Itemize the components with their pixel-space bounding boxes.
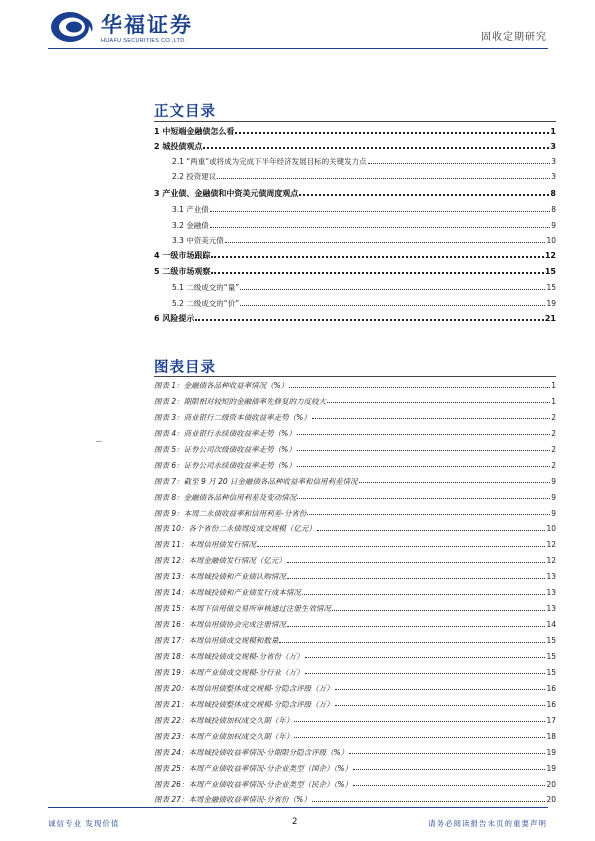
figure-entry-number: 图表 4： <box>154 428 184 438</box>
figure-list-entry[interactable] <box>154 621 556 629</box>
figure-list-entry[interactable] <box>154 557 556 565</box>
toc-entry[interactable] <box>172 222 556 230</box>
dot-leader <box>302 594 546 595</box>
figure-list-entry[interactable] <box>154 781 556 789</box>
figure-entry-text: 本周城投债和产业债认购情况 <box>188 572 286 582</box>
figure-list-entry[interactable] <box>154 733 556 741</box>
figure-entry-page: 16 <box>546 699 556 709</box>
figure-entry-text: 本周下信用债交易所审核通过注册生效情况 <box>188 604 331 614</box>
figure-entry-page: 9 <box>551 508 556 518</box>
dot-leader <box>353 785 545 786</box>
figure-entry-label <box>154 430 296 438</box>
figure-entry-number: 图表 13： <box>154 572 189 582</box>
figure-entry-number: 图表 11： <box>154 540 189 550</box>
dot-leader <box>297 466 550 467</box>
figure-entry-number: 图表 9： <box>154 508 184 518</box>
toc-entry[interactable] <box>172 284 556 292</box>
dot-leader <box>210 211 550 212</box>
figure-entry-number: 图表 17： <box>154 636 189 646</box>
dot-leader <box>305 673 546 674</box>
dot-leader <box>287 562 546 563</box>
figure-entry-label <box>154 510 306 518</box>
dot-leader <box>287 626 546 627</box>
figure-entry-text: 截至 9 月 20 日金融债各品种收益率和信用利差情况 <box>183 476 358 486</box>
toc-entry[interactable] <box>154 128 556 136</box>
dot-leader <box>335 689 546 690</box>
figure-entry-number: 图表 22： <box>154 715 189 725</box>
figure-entry-label <box>154 765 352 773</box>
figure-entry-text: 本周信用债成交规模和数量 <box>188 636 279 646</box>
figure-entry-label <box>154 796 311 804</box>
figure-entry-page: 1 <box>551 381 556 390</box>
toc-entry-label: 4 一级市场跟踪 <box>154 251 211 260</box>
toc-entry-label: 5 二级市场观察 <box>154 267 211 276</box>
dot-leader <box>332 610 546 611</box>
toc-entry-page: 3 <box>551 157 556 166</box>
figure-entry-page: 2 <box>551 412 556 422</box>
figure-list-entry[interactable] <box>154 669 556 677</box>
dot-leader <box>294 737 545 738</box>
figure-entry-page: 17 <box>546 715 556 725</box>
figure-list-entry[interactable] <box>154 446 556 454</box>
figure-entry-number: 图表 10： <box>154 524 189 534</box>
figure-list-entry[interactable] <box>154 701 556 709</box>
figure-entry-number: 图表 21： <box>154 699 189 709</box>
toc-entry[interactable] <box>172 173 556 181</box>
figure-entry-page: 10 <box>546 524 556 534</box>
toc-entry-page: 12 <box>544 251 556 260</box>
dot-leader <box>307 514 550 515</box>
toc-entry-page: 3 <box>551 172 556 181</box>
toc-entry-page: 15 <box>544 267 556 276</box>
toc-entry-label: 6 风险提示 <box>154 314 195 323</box>
toc-entry-label: 3.1 产业债 <box>172 205 209 214</box>
toc-entry-page: 1 <box>550 127 556 136</box>
figure-entry-number: 图表 27： <box>154 795 189 805</box>
dot-leader <box>317 530 546 531</box>
figure-entry-label <box>154 494 296 502</box>
figure-entry-number: 图表 15： <box>154 604 189 614</box>
figure-entry-page: 2 <box>551 460 556 470</box>
toc-entry-page: 8 <box>550 189 556 198</box>
toc-entry[interactable] <box>172 237 556 245</box>
toc-entry[interactable] <box>154 190 556 198</box>
dot-leader <box>211 272 544 274</box>
figure-entry-label <box>154 781 352 789</box>
figure-list-entry[interactable] <box>154 462 556 470</box>
page-number: 2 <box>292 817 298 827</box>
dot-leader <box>203 147 549 149</box>
figure-list-title-divider <box>154 376 556 377</box>
dot-leader <box>195 319 544 321</box>
toc-entry-label: 5.1 二级成交的“量” <box>172 283 240 292</box>
figure-entry-label <box>154 541 256 549</box>
figure-entry-number: 图表 26： <box>154 779 189 789</box>
figure-entry-label <box>154 653 304 661</box>
figure-entry-number: 图表 8： <box>154 492 184 502</box>
figure-entry-text: 证券公司次级债收益率走势（%） <box>183 444 296 454</box>
dot-leader <box>353 769 545 770</box>
figure-entry-number: 图表 24： <box>154 747 189 757</box>
toc-entry-page: 19 <box>546 299 556 308</box>
figure-entry-label <box>154 557 286 565</box>
figure-entry-text: 本周产业债收益率情况-分企业类型（民企）（%） <box>188 779 353 789</box>
toc-entry[interactable] <box>172 158 556 166</box>
footer-divider <box>48 807 548 808</box>
figure-list-entry[interactable] <box>154 605 556 613</box>
toc-entry[interactable] <box>154 268 556 276</box>
figure-entry-page: 9 <box>551 476 556 486</box>
figure-list-entry[interactable] <box>154 510 556 518</box>
figure-entry-text: 各个省份二永债周度成交规模（亿元） <box>188 524 316 534</box>
figure-entry-page: 13 <box>546 588 556 598</box>
figure-entry-label <box>154 414 311 422</box>
toc-entry-page: 8 <box>551 205 556 214</box>
toc-entry-page: 3 <box>550 142 556 151</box>
figure-entry-text: 期限相对较短的金融债率先修复的力度较大 <box>183 396 327 406</box>
toc-entry-page: 10 <box>546 236 556 245</box>
figure-entry-page: 15 <box>546 636 556 646</box>
dot-leader <box>297 450 550 451</box>
figure-list-entry[interactable] <box>154 414 556 422</box>
figure-entry-page: 9 <box>551 492 556 502</box>
figure-entry-page: 2 <box>551 444 556 454</box>
figure-entry-number: 图表 12： <box>154 556 189 566</box>
figure-list-entry[interactable] <box>154 653 556 661</box>
figure-entry-number: 图表 2： <box>154 396 184 406</box>
figure-entry-number: 图表 5： <box>154 444 184 454</box>
figure-list-entry[interactable] <box>154 525 556 533</box>
figure-list-entry[interactable] <box>154 494 556 502</box>
figure-entry-text: 本周产业债成交规模-分行业（万） <box>188 667 304 677</box>
toc-entry-label: 2.1 “两重”或将成为完成下半年经济发展目标的关键发力点 <box>172 157 367 166</box>
logo-company-name-en: HUAFU SECURITIES CO.,LTD. <box>101 38 187 44</box>
figure-entry-label <box>154 589 301 597</box>
dot-leader <box>297 498 550 499</box>
figure-list-entry[interactable] <box>154 541 556 549</box>
figure-list-entry[interactable] <box>154 685 556 693</box>
figure-entry-text: 本周城投债收益率情况-分期限分隐含评级（%） <box>188 747 349 757</box>
toc-entry-label: 3 产业债、金融债和中资美元债周度观点 <box>154 189 299 198</box>
figure-entry-page: 12 <box>546 556 556 566</box>
figure-entry-label <box>154 749 348 757</box>
figure-entry-text: 本周信用债发行情况 <box>188 540 256 550</box>
toc-title-divider <box>154 121 556 122</box>
figure-entry-label <box>154 701 334 709</box>
figure-entry-label <box>154 685 334 693</box>
dot-leader <box>289 387 550 388</box>
figure-entry-label <box>154 573 286 581</box>
figure-entry-label <box>154 733 293 741</box>
figure-entry-label <box>154 669 304 677</box>
dot-leader <box>240 305 545 306</box>
toc-entry-label: 3.2 金融债 <box>172 221 209 230</box>
figure-list-entry[interactable] <box>154 637 556 645</box>
dot-leader <box>257 546 546 547</box>
figure-list-entry[interactable] <box>154 573 556 581</box>
figure-entry-number: 图表 6： <box>154 460 184 470</box>
figure-list-entry[interactable] <box>154 430 556 438</box>
figure-entry-page: 2 <box>551 428 556 438</box>
figure-entry-number: 图表 25： <box>154 763 189 773</box>
figure-entry-text: 本周金融债发行情况（亿元） <box>188 556 286 566</box>
margin-mark <box>96 441 102 442</box>
figure-list-entry[interactable] <box>154 749 556 757</box>
dot-leader <box>287 578 546 579</box>
figure-entry-text: 本周城投债成交规模-分省份（万） <box>188 651 304 661</box>
figure-entry-label <box>154 382 288 390</box>
dot-leader <box>294 721 545 722</box>
figure-list-entry[interactable] <box>154 765 556 773</box>
figure-entry-page: 19 <box>546 747 556 757</box>
figure-entry-page: 14 <box>546 620 556 630</box>
figure-entry-page: 20 <box>546 779 556 789</box>
toc-entry[interactable] <box>172 206 556 214</box>
figure-entry-text: 本周信用债整体成交规模-分隐含评级（万） <box>188 683 334 693</box>
figure-entry-text: 本周金融债收益率情况-分省份（%） <box>188 795 311 805</box>
toc-entry-page: 9 <box>551 221 556 230</box>
figure-entry-page: 1 <box>551 396 556 406</box>
dot-leader <box>210 227 550 228</box>
figure-entry-label <box>154 478 358 486</box>
figure-entry-text: 本周二永债收益率和信用利差-分省份 <box>183 508 307 518</box>
figure-entry-text: 本周产业债收益率情况-分企业类型（国企）（%） <box>188 763 353 773</box>
figure-list-entry[interactable] <box>154 398 556 406</box>
dot-leader <box>299 194 549 196</box>
figure-entry-text: 商业银行二级资本债收益率走势（%） <box>183 412 311 422</box>
dot-leader <box>327 402 550 403</box>
dot-leader <box>312 418 550 419</box>
toc-entry-label: 1 中短端金融债怎么看 <box>154 127 235 136</box>
toc-entry[interactable] <box>154 143 556 151</box>
figure-entry-page: 15 <box>546 651 556 661</box>
figure-entry-page: 15 <box>546 667 556 677</box>
figure-entry-text: 商业银行永续债收益率走势（%） <box>183 428 296 438</box>
figure-entry-number: 图表 18： <box>154 651 189 661</box>
toc-entry-page: 15 <box>546 283 556 292</box>
figure-entry-text: 金融债各品种收益率情况（%） <box>183 381 289 390</box>
figure-list-title: 图表目录 <box>154 360 216 376</box>
dot-leader <box>305 657 546 658</box>
figure-list-entry[interactable] <box>154 382 556 390</box>
figure-entry-number: 图表 23： <box>154 731 189 741</box>
dot-leader <box>240 289 545 290</box>
toc-title: 正文目录 <box>154 104 216 120</box>
figure-entry-number: 图表 7： <box>154 476 184 486</box>
figure-entry-label <box>154 605 331 613</box>
figure-entry-number: 图表 3： <box>154 412 184 422</box>
logo-company-name: 华福证券 <box>101 12 193 37</box>
figure-entry-text: 本周信用债协会完成注册情况 <box>188 620 286 630</box>
figure-list-entry[interactable] <box>154 478 556 486</box>
toc-entry[interactable] <box>154 252 556 260</box>
figure-entry-label <box>154 717 293 725</box>
dot-leader <box>335 705 546 706</box>
dot-leader <box>217 178 550 179</box>
dot-leader <box>349 753 545 754</box>
footer-slogan: 诚信专业 发现价值 <box>48 819 120 828</box>
dot-leader <box>359 482 551 483</box>
header-divider <box>48 48 548 49</box>
toc-entry[interactable] <box>172 300 556 308</box>
figure-entry-number: 图表 20： <box>154 683 189 693</box>
figure-entry-page: 20 <box>546 795 556 805</box>
figure-entry-text: 金融债各品种信用利差及变动情况 <box>183 492 297 502</box>
dot-leader <box>368 163 551 164</box>
figure-entry-page: 13 <box>546 604 556 614</box>
figure-entry-text: 本周城投债整体成交规模-分隐含评级（万） <box>188 699 334 709</box>
figure-list-entry[interactable] <box>154 717 556 725</box>
dot-leader <box>312 801 546 802</box>
figure-entry-text: 本周城投债加权成交久期（年） <box>188 715 294 725</box>
figure-entry-label <box>154 398 326 406</box>
figure-entry-label <box>154 637 278 645</box>
figure-list-entry[interactable] <box>154 796 556 804</box>
figure-entry-label <box>154 621 286 629</box>
toc-entry-label: 5.2 二级成交的“价” <box>172 299 240 308</box>
figure-entry-label <box>154 525 316 533</box>
figure-entry-label <box>154 462 296 470</box>
toc-entry-page: 21 <box>544 314 556 323</box>
dot-leader <box>225 242 546 243</box>
dot-leader <box>235 132 549 134</box>
toc-entry-label: 2.2 投资建议 <box>172 172 217 181</box>
figure-entry-number: 图表 19： <box>154 667 189 677</box>
figure-entry-text: 证券公司永续债收益率走势（%） <box>183 460 296 470</box>
dot-leader <box>297 434 550 435</box>
figure-entry-text: 本周产业债加权成交久期（年） <box>188 731 294 741</box>
figure-entry-text: 本周城投债和产业债发行成本情况 <box>188 588 301 598</box>
huafu-logo-icon <box>50 10 96 44</box>
toc-entry-label: 2 城投债观点 <box>154 142 203 151</box>
figure-entry-page: 13 <box>546 572 556 582</box>
toc-entry[interactable] <box>154 315 556 323</box>
dot-leader <box>279 642 545 643</box>
figure-entry-page: 18 <box>546 731 556 741</box>
toc-entry-label: 3.3 中资美元债 <box>172 236 224 245</box>
footer-disclaimer: 请务必阅读报告末页的重要声明 <box>428 819 547 828</box>
dot-leader <box>211 256 544 258</box>
figure-entry-page: 16 <box>546 683 556 693</box>
figure-list-entry[interactable] <box>154 589 556 597</box>
figure-entry-number: 图表 16： <box>154 620 189 630</box>
figure-entry-label <box>154 446 296 454</box>
figure-entry-number: 图表 1： <box>154 381 184 390</box>
figure-entry-number: 图表 14： <box>154 588 189 598</box>
figure-entry-page: 12 <box>546 540 556 550</box>
report-type-label: 固收定期研究 <box>481 32 547 43</box>
figure-entry-page: 19 <box>546 763 556 773</box>
